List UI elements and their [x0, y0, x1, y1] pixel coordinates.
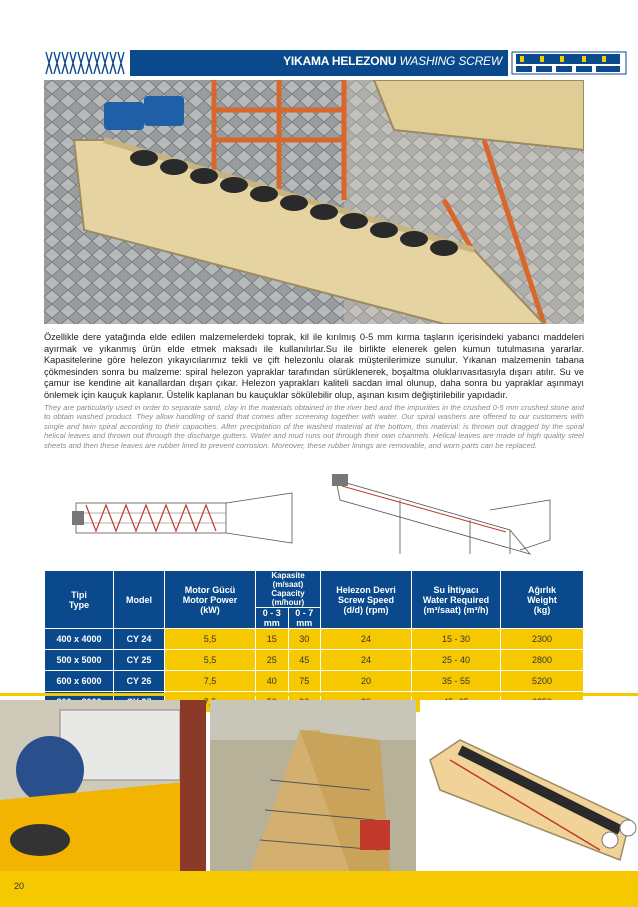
divider-band — [0, 693, 638, 696]
cell-motor: 5,5 — [165, 629, 256, 650]
cell-model: CY 25 — [114, 650, 165, 671]
cell-water: 35 - 55 — [412, 671, 501, 692]
main-photo-illustration — [44, 80, 584, 324]
cell-motor: 5,5 — [165, 650, 256, 671]
table-row — [45, 671, 584, 692]
page-header — [44, 50, 584, 76]
page-number: 20 — [14, 881, 25, 891]
cell-cap-a: 25 — [256, 650, 289, 671]
column-header-weight: Ağırlık Weight (kg) — [501, 571, 584, 629]
column-header-type: Tipi Type — [45, 571, 114, 629]
cell-cap-b: 45 — [288, 650, 321, 671]
cell-type: 500 x 5000 — [45, 650, 114, 671]
technical-drawing-top-view — [72, 485, 302, 555]
cell-water: 15 - 30 — [412, 629, 501, 650]
column-header-capacity: Kapasite (m/saat) Capacity (m/hour) — [256, 571, 321, 608]
header-pattern-decoration — [44, 50, 130, 76]
hawk-plant-logo — [510, 50, 628, 76]
page-title: YIKAMA HELEZONU WASHING SCREW — [283, 54, 502, 68]
cell-type: 600 x 6000 — [45, 671, 114, 692]
cell-type: 400 x 4000 — [45, 629, 114, 650]
specifications-table — [44, 570, 584, 713]
column-header-water-required: Su İhtiyacı Water Required (m³/saat) (m³/h) — [412, 571, 501, 629]
column-header-capacity-0-3: 0 - 3 mm — [256, 608, 289, 629]
cell-weight: 2800 — [501, 650, 584, 671]
cell-cap-b: 75 — [288, 671, 321, 692]
cell-cap-b: 30 — [288, 629, 321, 650]
intro-paragraph-tr: Özellikle dere yatağında elde edilen malzemelerdeki toprak, kil ile kırılmış 0-5 mm kırma taşların içerisindeki yabancı maddeleri ayırmak ve yıkanmış ürün elde etmek maksadı ile kullanılırlar.Su ile birlikte elenerek gelen kumun tutulmasına yararlar. Kapasitelerine göre helezon yıkayıcılarımız tekli ve çift helezonlu olarak müşterilerimize sunulur. Yıkanan malzemenin tabana çökmesinden sonra bu malzeme: spiral helezon yapraklar tarafından sürüklenerek, boşaltma oluklarıvasıtasıyla dışarı atılır. Su ve çamur ise kendine ait kanallardan dışarı çıkar. Helezon yaprakları kaliteli sacdan imal olunup, daha sonra bu yapraklar aşınmayı önlemek için kauçuk kaplanır. Üstelik kaplanan bu kauçuklar sökülebilir olup, aşınan kısım değiştirilebilir yapıdadır. — [44, 332, 584, 400]
cell-model: CY 24 — [114, 629, 165, 650]
cell-water: 25 - 40 — [412, 650, 501, 671]
column-header-motor-power: Motor Gücü Motor Power (kW) — [165, 571, 256, 629]
photo-screw-motor-closeup — [0, 700, 206, 872]
photo-site-installation — [210, 700, 416, 872]
technical-drawing-side-view — [330, 470, 560, 560]
main-washing-screw-photo — [44, 80, 584, 324]
cell-weight: 5200 — [501, 671, 584, 692]
column-header-model: Model — [114, 571, 165, 629]
cell-weight: 2300 — [501, 629, 584, 650]
intro-paragraph-en: They are particularly used in order to separate sand, clay in the materials obtained in the river bed and the impurities in the crushed 0-5 mm crushed stone and to obtain washed product. They allow handling of sand that comes after screening together with water. Our spiral washers are offered to our customers with single and twin spiral according to their capacities. After precipitation of the washed material at the bottom, this material: is thrown out dragged by the spiral helical leaves and thrown out through the discharge gutters. Water and mud runs out through their own channels. Helical leaves are made of high quality steel sheets and then these leaves are rubber lined to prevent corrosion. Moreover, these rubber linings are removable, and worn parts can be replaced. — [44, 403, 584, 450]
cell-model: CY 26 — [114, 671, 165, 692]
cell-speed: 24 — [321, 650, 412, 671]
table-row — [45, 629, 584, 650]
footer-band — [0, 871, 638, 907]
cell-speed: 20 — [321, 671, 412, 692]
cell-cap-a: 40 — [256, 671, 289, 692]
column-header-screw-speed: Helezon Devri Screw Speed (d/d) (rpm) — [321, 571, 412, 629]
cell-motor: 7,5 — [165, 671, 256, 692]
cell-cap-a: 15 — [256, 629, 289, 650]
cell-speed: 24 — [321, 629, 412, 650]
header-title-bar — [130, 50, 508, 76]
photo-screw-3d-render — [420, 700, 638, 872]
table-row — [45, 650, 584, 671]
column-header-capacity-0-7: 0 - 7 mm — [288, 608, 321, 629]
